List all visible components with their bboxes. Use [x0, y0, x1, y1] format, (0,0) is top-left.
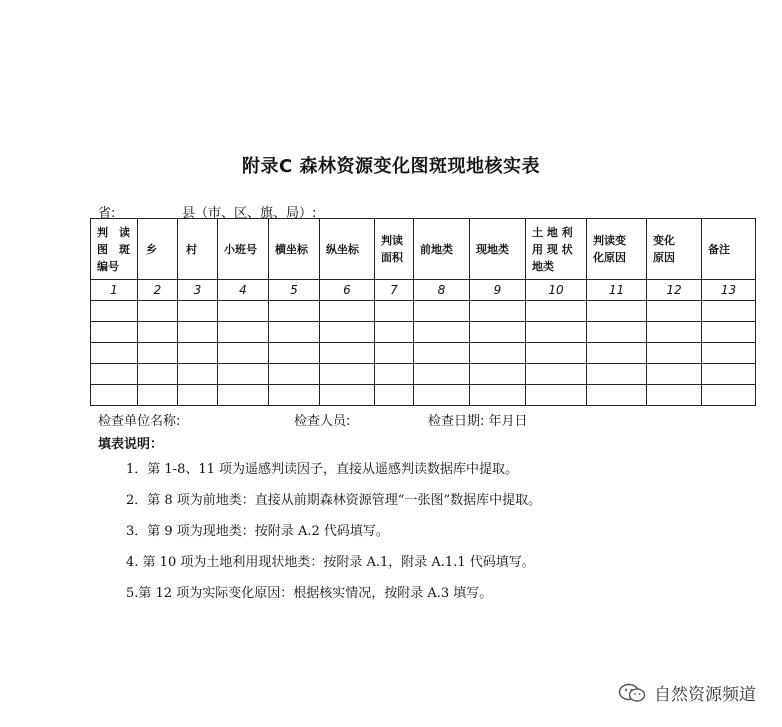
table-row: [91, 364, 756, 385]
page-title: 附录C 森林资源变化图斑现地核实表: [242, 156, 540, 177]
column-number: 2: [138, 280, 178, 301]
table-cell[interactable]: [526, 322, 587, 343]
header-cell: 纵坐标: [320, 219, 375, 280]
table-cell[interactable]: [320, 343, 375, 364]
inspection-date-label: 检查日期: 年月日: [428, 414, 528, 429]
table-cell[interactable]: [91, 364, 138, 385]
table-cell[interactable]: [470, 343, 526, 364]
column-number: 4: [218, 280, 269, 301]
table-cell[interactable]: [470, 301, 526, 322]
header-cell: 判 读 图 斑 编号: [91, 219, 138, 280]
note-item: 5.第 12 项为实际变化原因：根据核实情况，按附录 A.3 填写。: [126, 586, 493, 601]
table-cell[interactable]: [587, 301, 647, 322]
column-number: 9: [470, 280, 526, 301]
province-label: 省:: [98, 206, 116, 221]
table-cell[interactable]: [320, 322, 375, 343]
watermark: [618, 680, 756, 705]
table-cell[interactable]: [414, 364, 470, 385]
table-cell[interactable]: [375, 385, 414, 406]
header-cell: 变化 原因: [647, 219, 702, 280]
table-cell[interactable]: [178, 385, 218, 406]
table-cell[interactable]: [375, 364, 414, 385]
header-row: [91, 219, 756, 280]
table-cell[interactable]: [702, 364, 756, 385]
table-cell[interactable]: [647, 301, 702, 322]
table-cell[interactable]: [91, 343, 138, 364]
column-number: 7: [375, 280, 414, 301]
header-cell: 土 地 利 用 现 状 地类: [526, 219, 587, 280]
table-cell[interactable]: [218, 343, 269, 364]
note-item: 4. 第 10 项为土地利用现状地类：按附录 A.1，附录 A.1.1 代码填写。: [126, 555, 535, 570]
table-cell[interactable]: [587, 364, 647, 385]
verification-table: [90, 218, 756, 406]
table-row: [91, 301, 756, 322]
table-cell[interactable]: [647, 385, 702, 406]
table-cell[interactable]: [178, 364, 218, 385]
column-number: 8: [414, 280, 470, 301]
table-cell[interactable]: [138, 322, 178, 343]
table-cell[interactable]: [320, 301, 375, 322]
table-cell[interactable]: [91, 322, 138, 343]
column-number: 3: [178, 280, 218, 301]
header-cell: 前地类: [414, 219, 470, 280]
table-cell[interactable]: [526, 385, 587, 406]
table-cell[interactable]: [218, 364, 269, 385]
table-row: [91, 343, 756, 364]
header-cell: 村: [178, 219, 218, 280]
table-cell[interactable]: [587, 322, 647, 343]
note-item: 2．第 8 项为前地类：直接从前期森林资源管理“一张图”数据库中提取。: [126, 493, 542, 508]
table-cell[interactable]: [91, 301, 138, 322]
table-cell[interactable]: [269, 364, 320, 385]
table-row: [91, 385, 756, 406]
table-cell[interactable]: [218, 301, 269, 322]
table-cell[interactable]: [269, 301, 320, 322]
table-cell[interactable]: [178, 301, 218, 322]
table-cell[interactable]: [470, 385, 526, 406]
table-cell[interactable]: [138, 385, 178, 406]
table-cell[interactable]: [138, 364, 178, 385]
table-cell[interactable]: [375, 322, 414, 343]
table-cell[interactable]: [414, 343, 470, 364]
table-cell[interactable]: [702, 322, 756, 343]
table-cell[interactable]: [414, 385, 470, 406]
table-row: [91, 322, 756, 343]
county-label: 县（市、区、旗、局）:: [182, 206, 317, 221]
header-cell: 现地类: [470, 219, 526, 280]
column-number-row: [91, 280, 756, 301]
table-cell[interactable]: [320, 385, 375, 406]
table-cell[interactable]: [647, 343, 702, 364]
note-item: 1．第 1-8、11 项为遥感判读因子，直接从遥感判读数据库中提取。: [126, 462, 519, 477]
table-cell[interactable]: [178, 322, 218, 343]
table-cell[interactable]: [218, 385, 269, 406]
table-cell[interactable]: [138, 301, 178, 322]
table-cell[interactable]: [269, 343, 320, 364]
table-cell[interactable]: [587, 343, 647, 364]
inspection-unit-label: 检查单位名称:: [98, 414, 181, 429]
table-cell[interactable]: [375, 301, 414, 322]
column-number: 12: [647, 280, 702, 301]
table-cell[interactable]: [526, 343, 587, 364]
watermark-text: 自然资源频道: [654, 685, 756, 705]
table-cell[interactable]: [526, 301, 587, 322]
column-number: 5: [269, 280, 320, 301]
table-cell[interactable]: [702, 343, 756, 364]
table-cell[interactable]: [218, 322, 269, 343]
table-cell[interactable]: [647, 364, 702, 385]
table-cell[interactable]: [320, 364, 375, 385]
column-number: 1: [91, 280, 138, 301]
table-cell[interactable]: [91, 385, 138, 406]
note-item: 3．第 9 项为现地类：按附录 A.2 代码填写。: [126, 524, 389, 539]
table-cell[interactable]: [702, 385, 756, 406]
table-cell[interactable]: [414, 322, 470, 343]
table-cell[interactable]: [470, 322, 526, 343]
header-cell: 备注: [702, 219, 756, 280]
column-number: 11: [587, 280, 647, 301]
table-cell[interactable]: [269, 385, 320, 406]
table-cell[interactable]: [647, 322, 702, 343]
column-number: 10: [526, 280, 587, 301]
header-cell: 横坐标: [269, 219, 320, 280]
table-cell[interactable]: [587, 385, 647, 406]
table-cell[interactable]: [526, 364, 587, 385]
table-cell[interactable]: [414, 301, 470, 322]
column-number: 6: [320, 280, 375, 301]
column-number: 13: [702, 280, 756, 301]
table-cell[interactable]: [178, 343, 218, 364]
table-cell[interactable]: [702, 301, 756, 322]
table-cell[interactable]: [470, 364, 526, 385]
header-cell: 乡: [138, 219, 178, 280]
header-cell: 判读变 化原因: [587, 219, 647, 280]
header-cell: 判读 面积: [375, 219, 414, 280]
wechat-icon: [618, 683, 646, 703]
header-cell: 小班号: [218, 219, 269, 280]
notes-title: 填表说明：: [98, 437, 164, 452]
table-cell[interactable]: [269, 322, 320, 343]
table-cell[interactable]: [138, 343, 178, 364]
table-cell[interactable]: [375, 343, 414, 364]
inspector-label: 检查人员:: [294, 414, 351, 429]
